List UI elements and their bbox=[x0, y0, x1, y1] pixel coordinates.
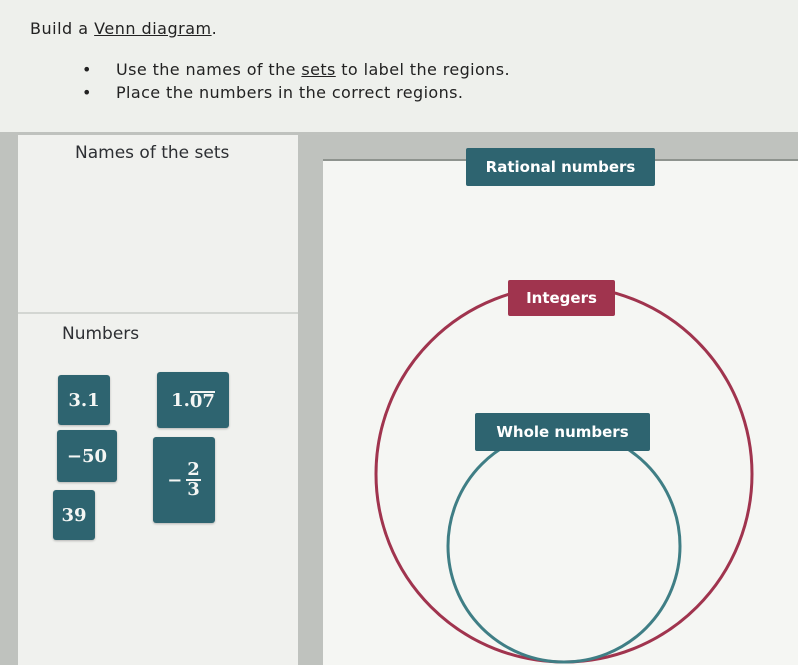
fraction-numerator: 2 bbox=[187, 459, 200, 480]
integers-circle[interactable] bbox=[376, 286, 752, 662]
instructions-title: Build a Venn diagram. bbox=[30, 19, 218, 38]
number-tile-3-1[interactable]: 3.1 bbox=[58, 375, 110, 425]
number-tile-negative-50[interactable]: −50 bbox=[57, 430, 117, 482]
sets-link[interactable]: sets bbox=[301, 60, 336, 79]
names-of-sets-heading: Names of the sets bbox=[75, 143, 230, 163]
instruction-item: • Place the numbers in the correct regions. bbox=[82, 81, 510, 104]
rational-numbers-label[interactable]: Rational numbers bbox=[466, 148, 655, 186]
repeating-digits: 07 bbox=[189, 390, 215, 412]
venn-diagram-link[interactable]: Venn diagram bbox=[94, 19, 212, 38]
whole-numbers-circle[interactable] bbox=[448, 430, 680, 662]
number-tile-39[interactable]: 39 bbox=[53, 490, 95, 540]
tile-minus-sign: − bbox=[167, 469, 183, 491]
tile-integer-part: 1. bbox=[171, 389, 190, 411]
instruction-item: • Use the names of the sets to label the regions. bbox=[82, 58, 510, 81]
fraction-denominator: 3 bbox=[187, 479, 200, 500]
numbers-heading: Numbers bbox=[62, 324, 140, 344]
integers-label[interactable]: Integers bbox=[508, 280, 615, 316]
whole-numbers-label[interactable]: Whole numbers bbox=[475, 413, 650, 451]
